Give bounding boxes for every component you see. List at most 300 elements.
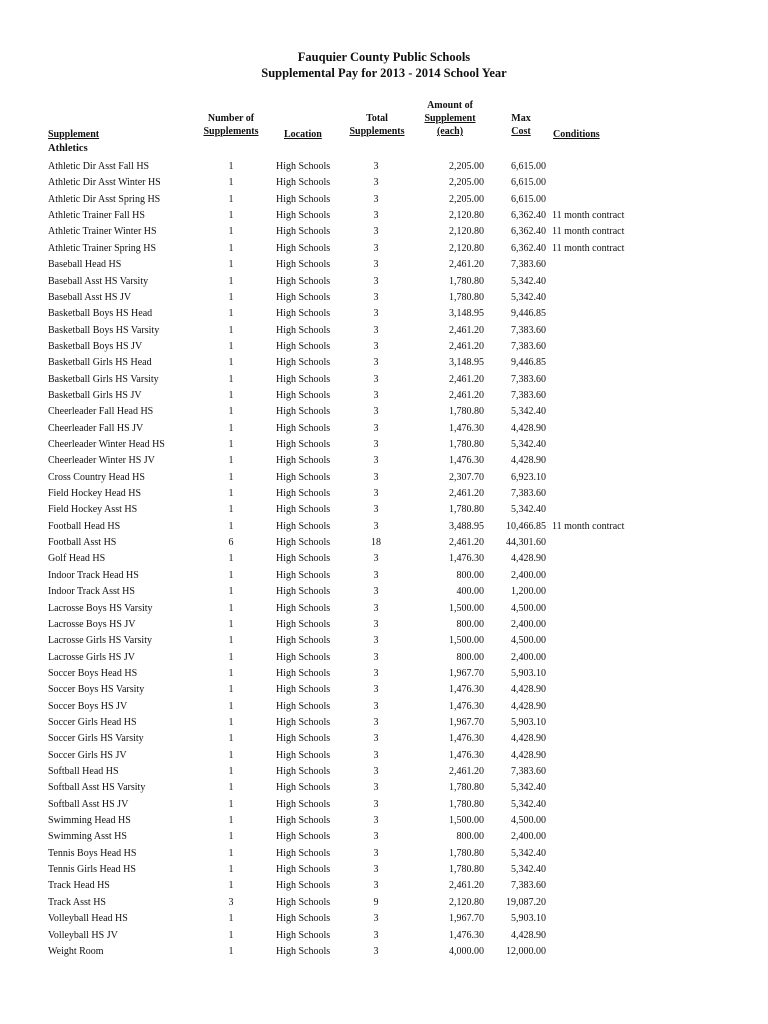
row-max-cost: 10,466.85 (506, 520, 546, 532)
table-row (0, 339, 768, 355)
row-max-cost: 4,428.90 (511, 700, 546, 712)
row-total: 3 (373, 749, 379, 761)
row-supplement: Baseball Asst HS Varsity (48, 275, 149, 287)
row-number: 1 (228, 831, 234, 843)
row-supplement: Athletic Trainer Fall HS (48, 210, 145, 222)
table-row (0, 551, 768, 567)
row-supplement: Soccer Boys Head HS (48, 667, 138, 679)
row-location: High Schools (276, 929, 331, 941)
row-max-cost: 5,342.40 (511, 275, 546, 287)
table-row (0, 748, 768, 764)
row-total: 3 (373, 684, 379, 696)
table-row (0, 862, 768, 878)
row-max-cost: 5,342.40 (511, 847, 546, 859)
header-supplement: Supplement (48, 129, 100, 140)
table-row (0, 437, 768, 453)
row-number: 1 (228, 929, 234, 941)
row-location: High Schools (276, 635, 331, 647)
row-max-cost: 7,383.60 (511, 389, 546, 401)
table-row (0, 829, 768, 845)
row-total: 3 (373, 488, 379, 499)
table-row (0, 404, 768, 420)
table-row (0, 388, 768, 404)
row-total: 3 (373, 340, 379, 352)
table-row (0, 911, 768, 927)
table-row (0, 780, 768, 796)
row-amount: 1,500.00 (449, 635, 484, 647)
row-number: 1 (228, 177, 234, 189)
row-number: 1 (228, 798, 234, 810)
section-athletics: Athletics (48, 143, 88, 154)
row-max-cost: 6,362.40 (511, 242, 546, 254)
row-amount: 1,476.30 (449, 700, 484, 712)
row-supplement: Basketball Boys HS Head (48, 308, 153, 320)
row-amount: 3,148.95 (449, 308, 484, 320)
row-total: 3 (373, 733, 379, 745)
row-location: High Schools (276, 782, 331, 794)
row-total: 3 (373, 275, 379, 287)
row-supplement: Basketball Girls HS Head (48, 357, 152, 369)
row-max-cost: 4,500.00 (511, 635, 546, 647)
row-number: 1 (228, 340, 234, 352)
row-max-cost: 4,428.90 (511, 929, 546, 941)
row-supplement: Field Hockey Asst HS (48, 504, 138, 516)
table-row (0, 584, 768, 600)
row-location: High Schools (276, 913, 331, 925)
row-location: High Schools (276, 684, 331, 696)
row-supplement: Cheerleader Fall HS JV (48, 422, 144, 434)
row-location: High Schools (276, 586, 331, 598)
row-max-cost: 6,615.00 (511, 161, 546, 172)
row-amount: 1,780.80 (449, 439, 484, 450)
row-location: High Schools (276, 815, 331, 826)
row-number: 1 (228, 635, 234, 647)
row-amount: 1,780.80 (449, 406, 484, 418)
row-number: 1 (228, 586, 234, 598)
row-total: 3 (373, 602, 379, 614)
row-max-cost: 7,383.60 (511, 488, 546, 499)
row-number: 1 (228, 193, 234, 205)
row-supplement: Baseball Head HS (48, 259, 122, 271)
table-row (0, 486, 768, 502)
row-number: 1 (228, 520, 234, 532)
row-supplement: Athletic Dir Asst Winter HS (48, 177, 161, 189)
table-row (0, 323, 768, 339)
row-supplement: Soccer Boys HS JV (48, 700, 128, 712)
row-location: High Schools (276, 177, 331, 189)
table-row (0, 928, 768, 944)
table-row (0, 372, 768, 388)
table-row (0, 192, 768, 208)
row-supplement: Basketball Boys HS Varsity (48, 324, 160, 336)
row-location: High Schools (276, 291, 331, 303)
row-supplement: Swimming Head HS (48, 815, 131, 826)
table-row (0, 355, 768, 371)
row-amount: 1,500.00 (449, 815, 484, 826)
row-location: High Schools (276, 520, 331, 532)
row-number: 1 (228, 504, 234, 516)
row-total: 3 (373, 913, 379, 925)
row-max-cost: 5,342.40 (511, 504, 546, 516)
table-row (0, 731, 768, 747)
row-supplement: Basketball Girls HS Varsity (48, 373, 159, 385)
row-amount: 2,461.20 (449, 537, 484, 548)
row-total: 3 (373, 210, 379, 222)
row-location: High Schools (276, 847, 331, 859)
table-row (0, 944, 768, 960)
row-number: 1 (228, 259, 234, 271)
row-supplement: Cheerleader Fall Head HS (48, 406, 154, 418)
row-supplement: Indoor Track Asst HS (48, 586, 135, 598)
row-number: 1 (228, 618, 234, 630)
row-amount: 400.00 (456, 586, 484, 598)
row-amount: 2,120.80 (449, 896, 484, 908)
row-supplement: Softball Asst HS JV (48, 798, 129, 810)
row-number: 1 (228, 667, 234, 679)
row-number: 1 (228, 716, 234, 728)
row-number: 1 (228, 700, 234, 712)
row-total: 3 (373, 406, 379, 418)
row-max-cost: 4,428.90 (511, 422, 546, 434)
row-number: 1 (228, 488, 234, 499)
header-conditions: Conditions (553, 129, 600, 140)
header-number: Number of Supplements (203, 113, 259, 137)
row-max-cost: 5,903.10 (511, 716, 546, 728)
table-row (0, 878, 768, 894)
row-total: 3 (373, 177, 379, 189)
row-location: High Schools (276, 389, 331, 401)
header-location: Location (284, 129, 322, 140)
row-amount: 1,967.70 (449, 716, 484, 728)
row-supplement: Track Asst HS (48, 896, 106, 908)
row-amount: 1,476.30 (449, 733, 484, 745)
row-amount: 800.00 (456, 651, 484, 663)
table-row (0, 699, 768, 715)
table-row (0, 290, 768, 306)
table-row (0, 421, 768, 437)
row-number: 1 (228, 242, 234, 254)
row-number: 1 (228, 945, 234, 957)
row-location: High Schools (276, 308, 331, 320)
row-number: 1 (228, 782, 234, 794)
row-max-cost: 9,446.85 (511, 308, 546, 320)
row-total: 3 (373, 193, 379, 205)
row-amount: 2,461.20 (449, 373, 484, 385)
row-supplement: Athletic Trainer Winter HS (48, 226, 157, 238)
row-supplement: Tennis Boys Head HS (48, 847, 137, 859)
row-location: High Schools (276, 602, 331, 614)
row-max-cost: 5,342.40 (511, 291, 546, 303)
row-max-cost: 1,200.00 (511, 586, 546, 598)
row-amount: 2,461.20 (449, 766, 484, 777)
row-supplement: Baseball Asst HS JV (48, 291, 132, 303)
row-location: High Schools (276, 553, 331, 565)
row-total: 3 (373, 439, 379, 450)
row-location: High Schools (276, 504, 331, 516)
row-conditions: 11 month contract (552, 210, 625, 222)
table-row (0, 175, 768, 191)
row-max-cost: 5,342.40 (511, 439, 546, 450)
row-location: High Schools (276, 896, 331, 908)
row-supplement: Football Head HS (48, 520, 121, 532)
row-number: 1 (228, 291, 234, 303)
row-max-cost: 6,923.10 (511, 471, 546, 483)
row-number: 1 (228, 406, 234, 418)
row-number: 1 (228, 602, 234, 614)
row-max-cost: 5,342.40 (511, 782, 546, 794)
row-number: 1 (228, 357, 234, 369)
row-location: High Schools (276, 537, 331, 548)
row-total: 3 (373, 504, 379, 516)
row-amount: 2,205.00 (449, 177, 484, 189)
row-number: 1 (228, 373, 234, 385)
table-row (0, 846, 768, 862)
row-max-cost: 4,428.90 (511, 684, 546, 696)
row-number: 1 (228, 324, 234, 336)
row-max-cost: 6,362.40 (511, 226, 546, 238)
table-row (0, 633, 768, 649)
row-total: 18 (371, 537, 381, 548)
row-max-cost: 2,400.00 (511, 569, 546, 581)
row-amount: 2,307.70 (449, 471, 484, 483)
table-row (0, 519, 768, 535)
row-total: 3 (373, 667, 379, 679)
row-total: 3 (373, 242, 379, 254)
row-total: 9 (373, 896, 379, 908)
row-amount: 3,148.95 (449, 357, 484, 369)
row-number: 1 (228, 913, 234, 925)
row-amount: 800.00 (456, 831, 484, 843)
row-supplement: Lacrosse Boys HS Varsity (48, 602, 153, 614)
row-total: 3 (373, 635, 379, 647)
row-location: High Schools (276, 161, 331, 172)
row-total: 3 (373, 847, 379, 859)
row-location: High Schools (276, 324, 331, 336)
row-total: 3 (373, 520, 379, 532)
row-number: 3 (228, 896, 234, 908)
row-location: High Schools (276, 716, 331, 728)
row-location: High Schools (276, 259, 331, 271)
row-max-cost: 6,615.00 (511, 177, 546, 189)
row-number: 1 (228, 422, 234, 434)
row-supplement: Lacrosse Girls HS Varsity (48, 635, 152, 647)
row-supplement: Volleyball HS JV (48, 929, 118, 941)
table-row (0, 453, 768, 469)
row-location: High Schools (276, 651, 331, 663)
row-total: 3 (373, 422, 379, 434)
table-row (0, 568, 768, 584)
row-supplement: Soccer Girls HS Varsity (48, 733, 144, 745)
table-row (0, 715, 768, 731)
row-max-cost: 2,400.00 (511, 618, 546, 630)
row-supplement: Soccer Girls Head HS (48, 716, 137, 728)
row-conditions: 11 month contract (552, 520, 625, 532)
row-max-cost: 7,383.60 (511, 324, 546, 336)
row-supplement: Lacrosse Boys HS JV (48, 618, 136, 630)
row-amount: 1,476.30 (449, 749, 484, 761)
row-location: High Schools (276, 340, 331, 352)
row-amount: 1,780.80 (449, 504, 484, 516)
row-amount: 4,000.00 (449, 945, 484, 957)
row-location: High Schools (276, 242, 331, 254)
row-location: High Schools (276, 275, 331, 287)
row-location: High Schools (276, 422, 331, 434)
row-amount: 2,205.00 (449, 161, 484, 172)
row-supplement: Football Asst HS (48, 537, 117, 548)
row-location: High Schools (276, 569, 331, 581)
table-row (0, 257, 768, 273)
row-supplement: Basketball Boys HS JV (48, 340, 143, 352)
row-number: 1 (228, 864, 234, 876)
row-number: 1 (228, 210, 234, 222)
row-max-cost: 4,428.90 (511, 553, 546, 565)
table-row (0, 241, 768, 257)
table-row (0, 895, 768, 911)
table-row (0, 274, 768, 290)
row-max-cost: 9,446.85 (511, 357, 546, 369)
row-max-cost: 7,383.60 (511, 259, 546, 271)
row-location: High Schools (276, 749, 331, 761)
row-amount: 2,461.20 (449, 880, 484, 892)
row-number: 1 (228, 684, 234, 696)
row-number: 6 (228, 537, 234, 548)
row-amount: 2,461.20 (449, 324, 484, 336)
row-max-cost: 12,000.00 (506, 945, 546, 957)
row-amount: 1,967.70 (449, 667, 484, 679)
row-total: 3 (373, 324, 379, 336)
row-location: High Schools (276, 766, 331, 777)
row-amount: 800.00 (456, 618, 484, 630)
row-max-cost: 44,301.60 (506, 537, 546, 548)
row-location: High Schools (276, 357, 331, 369)
table-row (0, 306, 768, 322)
row-total: 3 (373, 308, 379, 320)
row-amount: 2,120.80 (449, 226, 484, 238)
row-amount: 1,476.30 (449, 553, 484, 565)
row-supplement: Softball Asst HS Varsity (48, 782, 146, 794)
table-row (0, 764, 768, 780)
table-row (0, 813, 768, 829)
row-max-cost: 4,500.00 (511, 815, 546, 826)
row-supplement: Volleyball Head HS (48, 913, 128, 925)
row-total: 3 (373, 455, 379, 467)
table-row (0, 650, 768, 666)
row-location: High Schools (276, 880, 331, 892)
row-amount: 2,461.20 (449, 259, 484, 271)
row-total: 3 (373, 880, 379, 892)
row-amount: 800.00 (456, 569, 484, 581)
row-number: 1 (228, 275, 234, 287)
table-row (0, 617, 768, 633)
header-total: Total Supplements (349, 113, 405, 137)
row-supplement: Lacrosse Girls HS JV (48, 651, 135, 663)
row-amount: 1,476.30 (449, 455, 484, 467)
row-number: 1 (228, 553, 234, 565)
row-conditions: 11 month contract (552, 242, 625, 254)
row-amount: 2,461.20 (449, 340, 484, 352)
row-max-cost: 4,428.90 (511, 733, 546, 745)
row-number: 1 (228, 389, 234, 401)
row-max-cost: 4,428.90 (511, 749, 546, 761)
row-amount: 1,476.30 (449, 422, 484, 434)
row-number: 1 (228, 847, 234, 859)
row-conditions: 11 month contract (552, 226, 625, 238)
table-row (0, 797, 768, 813)
row-supplement: Athletic Dir Asst Spring HS (48, 193, 161, 205)
table-row (0, 535, 768, 551)
row-amount: 2,461.20 (449, 488, 484, 499)
row-max-cost: 5,342.40 (511, 406, 546, 418)
row-total: 3 (373, 945, 379, 957)
row-amount: 2,205.00 (449, 193, 484, 205)
row-amount: 1,500.00 (449, 602, 484, 614)
row-amount: 1,967.70 (449, 913, 484, 925)
row-total: 3 (373, 651, 379, 663)
row-supplement: Cheerleader Winter Head HS (48, 439, 165, 450)
row-max-cost: 7,383.60 (511, 373, 546, 385)
row-supplement: Tennis Girls Head HS (48, 864, 136, 876)
table-row (0, 601, 768, 617)
row-total: 3 (373, 815, 379, 826)
row-amount: 1,476.30 (449, 684, 484, 696)
row-number: 1 (228, 471, 234, 483)
row-amount: 3,488.95 (449, 520, 484, 532)
row-number: 1 (228, 439, 234, 450)
row-supplement: Softball Head HS (48, 766, 119, 777)
table-row (0, 682, 768, 698)
row-total: 3 (373, 700, 379, 712)
row-amount: 1,780.80 (449, 782, 484, 794)
row-max-cost: 2,400.00 (511, 651, 546, 663)
row-number: 1 (228, 455, 234, 467)
row-total: 3 (373, 864, 379, 876)
row-location: High Schools (276, 864, 331, 876)
row-supplement: Soccer Girls HS JV (48, 749, 127, 761)
row-location: High Schools (276, 455, 331, 467)
row-total: 3 (373, 357, 379, 369)
row-location: High Schools (276, 831, 331, 843)
row-total: 3 (373, 766, 379, 777)
row-number: 1 (228, 733, 234, 745)
row-supplement: Swimming Asst HS (48, 831, 127, 843)
header-max-cost: Max Cost (511, 113, 531, 137)
row-location: High Schools (276, 193, 331, 205)
row-number: 1 (228, 569, 234, 581)
row-supplement: Cheerleader Winter HS JV (48, 455, 155, 467)
row-max-cost: 19,087.20 (506, 896, 546, 908)
row-number: 1 (228, 815, 234, 826)
row-max-cost: 6,362.40 (511, 210, 546, 222)
row-max-cost: 4,428.90 (511, 455, 546, 467)
row-amount: 2,461.20 (449, 389, 484, 401)
row-total: 3 (373, 929, 379, 941)
row-supplement: Golf Head HS (48, 553, 106, 565)
row-supplement: Cross Country Head HS (48, 471, 145, 483)
row-location: High Schools (276, 667, 331, 679)
table-row (0, 502, 768, 518)
table-row (0, 224, 768, 240)
row-total: 3 (373, 259, 379, 271)
row-max-cost: 7,383.60 (511, 880, 546, 892)
row-amount: 1,476.30 (449, 929, 484, 941)
row-amount: 1,780.80 (449, 275, 484, 287)
row-total: 3 (373, 553, 379, 565)
row-max-cost: 7,383.60 (511, 766, 546, 777)
row-total: 3 (373, 161, 379, 172)
table-row (0, 470, 768, 486)
row-supplement: Athletic Trainer Spring HS (48, 242, 157, 254)
row-total: 3 (373, 831, 379, 843)
